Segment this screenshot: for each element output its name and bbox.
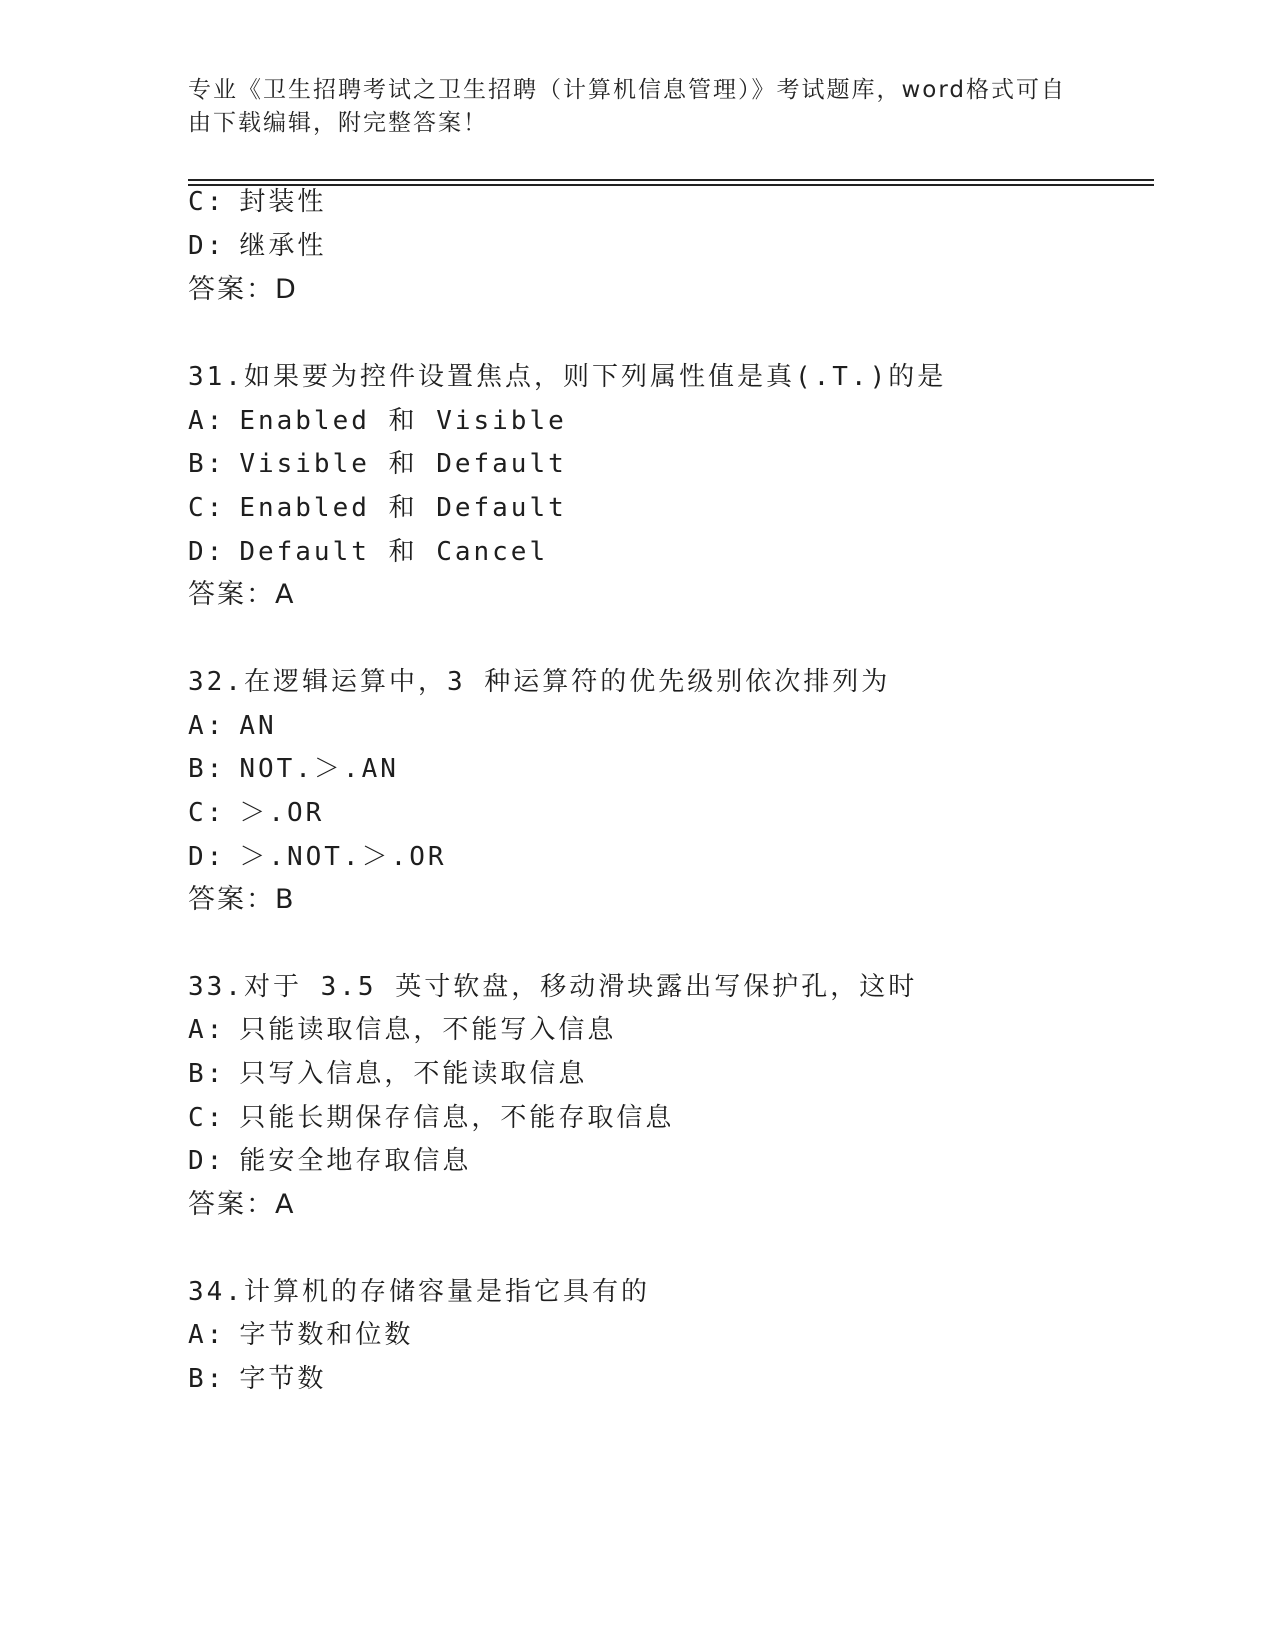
option-text: Default 和 Cancel	[239, 537, 549, 567]
option-text: 封装性	[239, 187, 327, 217]
option-label: D:	[188, 842, 226, 872]
question-stem: 34.计算机的存储容量是指它具有的	[188, 1277, 650, 1307]
option-line	[188, 798, 324, 828]
option-label: A:	[188, 1320, 226, 1350]
option-text: 只能读取信息，不能写入信息	[239, 1015, 617, 1045]
answer-line: 答案：B	[188, 884, 296, 915]
option-line	[188, 1015, 616, 1045]
option-line	[188, 1364, 326, 1394]
option-line	[188, 231, 326, 261]
option-line	[188, 406, 567, 436]
option-label: D:	[188, 537, 226, 567]
header-divider-bottom	[188, 184, 1154, 186]
answer-line: 答案：D	[188, 274, 298, 305]
option-label: C:	[188, 1103, 226, 1133]
option-line	[188, 493, 567, 523]
option-text: 字节数	[239, 1364, 327, 1394]
option-line	[188, 1320, 413, 1350]
option-label: C:	[188, 493, 226, 523]
option-line	[188, 842, 447, 872]
question-stem: 32.在逻辑运算中，3 种运算符的优先级别依次排列为	[188, 667, 891, 697]
answer-line: 答案：A	[188, 1189, 296, 1220]
question-stem: 31.如果要为控件设置焦点，则下列属性值是真(.T.)的是	[188, 362, 947, 392]
option-text: 只写入信息，不能读取信息	[239, 1059, 588, 1089]
option-text: 能安全地存取信息	[239, 1146, 472, 1176]
option-label: B:	[188, 449, 226, 479]
option-label: B:	[188, 754, 226, 784]
option-line	[188, 711, 277, 741]
option-text: Enabled 和 Visible	[239, 406, 567, 436]
option-label: B:	[188, 1364, 226, 1394]
option-text: ＞.NOT.＞.OR	[239, 842, 447, 872]
option-line	[188, 187, 326, 217]
header-line-1: 专业《卫生招聘考试之卫生招聘（计算机信息管理）》考试题库，word格式可自	[188, 77, 1067, 103]
option-line	[188, 754, 399, 784]
option-line	[188, 537, 548, 567]
option-line	[188, 449, 567, 479]
option-text: 只能长期保存信息，不能存取信息	[239, 1103, 675, 1133]
header-divider-top	[188, 179, 1154, 181]
option-line	[188, 1103, 674, 1133]
option-text: ＞.OR	[239, 798, 325, 828]
document-header	[188, 74, 1068, 140]
option-line	[188, 1059, 587, 1089]
option-text: AN	[239, 711, 277, 741]
option-label: C:	[188, 187, 226, 217]
option-label: A:	[188, 1015, 226, 1045]
header-line-2: 由下载编辑，附完整答案！	[188, 110, 488, 136]
option-text: 继承性	[239, 231, 327, 261]
option-text: 字节数和位数	[239, 1320, 414, 1350]
option-label: B:	[188, 1059, 226, 1089]
option-label: D:	[188, 231, 226, 261]
option-text: Enabled 和 Default	[239, 493, 567, 523]
option-label: A:	[188, 406, 226, 436]
answer-line: 答案：A	[188, 579, 296, 610]
option-label: D:	[188, 1146, 226, 1176]
question-stem: 33.对于 3.5 英寸软盘，移动滑块露出写保护孔，这时	[188, 972, 918, 1002]
option-line	[188, 1146, 471, 1176]
option-label: A:	[188, 711, 226, 741]
option-text: NOT.＞.AN	[239, 754, 399, 784]
option-label: C:	[188, 798, 226, 828]
option-text: Visible 和 Default	[239, 449, 567, 479]
